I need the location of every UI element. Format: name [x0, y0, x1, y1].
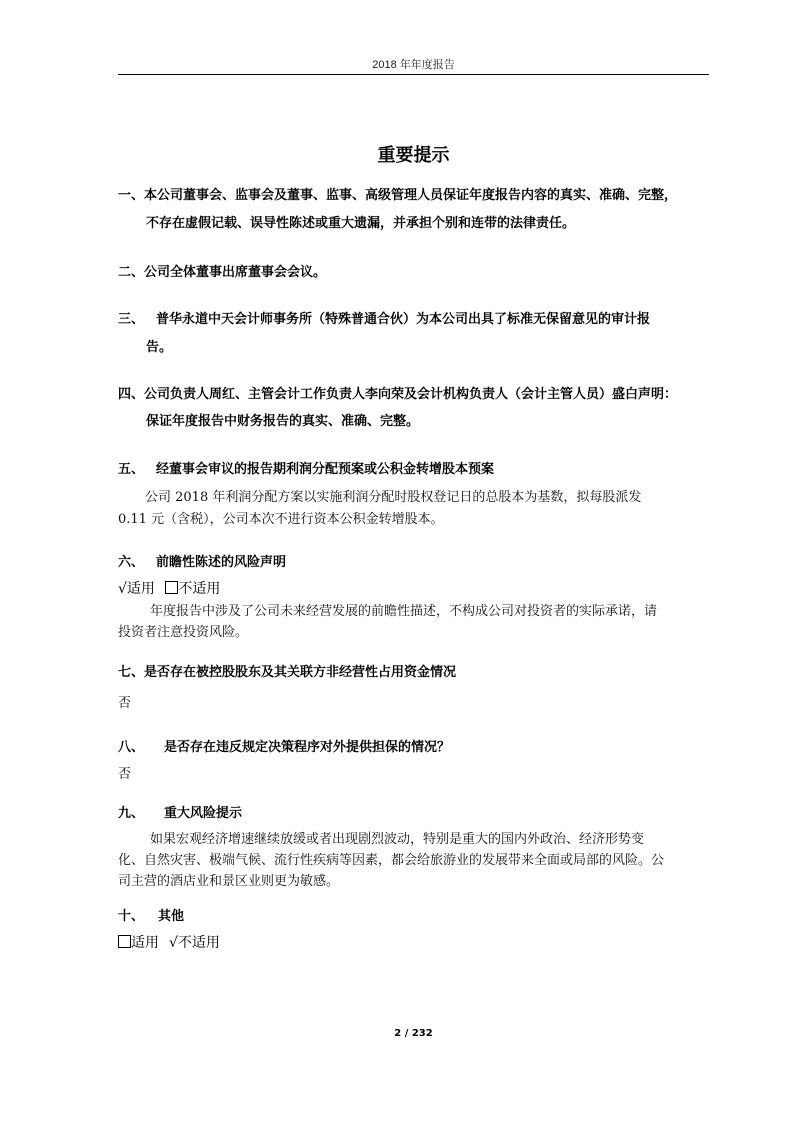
section-number: 十、 [118, 909, 145, 924]
section-5-body-line-2: 0.11 元（含税），公司本次不进行资本公积金转增股本。 [118, 512, 444, 527]
page-number: 2 / 232 [394, 1028, 433, 1039]
section-text: 其他 [158, 909, 185, 924]
section-number: 七、 [118, 665, 145, 680]
section-2-heading [118, 261, 326, 280]
section-5-heading [118, 458, 494, 477]
section-1-continuation: 不存在虚假记载、误导性陈述或重大遗漏，并承担个别和连带的法律责任。 [146, 216, 576, 231]
section-number: 四、 [118, 387, 145, 402]
header-divider [118, 74, 709, 75]
section-number: 九、 [118, 806, 145, 821]
section-text: 经董事会审议的报告期利润分配预案或公积金转增股本预案 [156, 462, 495, 477]
section-4-heading [118, 383, 677, 402]
section-3-heading [118, 308, 650, 327]
section-text: 公司全体董事出席董事会会议。 [144, 265, 327, 280]
section-4-continuation: 保证年度报告中财务报告的真实、准确、完整。 [146, 414, 420, 429]
checkbox-empty-icon [165, 581, 178, 594]
section-number: 一、 [118, 188, 145, 203]
section-text: 公司负责人周红、主管会计工作负责人李向荣及会计机构负责人（会计主管人员）盛白声明： [144, 387, 678, 402]
section-6-body-line-2: 投资者注意投资风险。 [118, 625, 249, 640]
applicable-option: √适用 [118, 581, 155, 597]
section-9-body-line-1: 如果宏观经济增速继续放缓或者出现剧烈波动，特别是重大的国内外政治、经济形势变 [150, 832, 645, 847]
not-applicable-option: 不适用 [178, 581, 221, 597]
section-text: 本公司董事会、监事会及董事、监事、高级管理人员保证年度报告内容的真实、准确、完整， [144, 188, 678, 203]
checkbox-empty-icon [118, 935, 131, 948]
section-text: 普华永道中天会计师事务所（特殊普通合伙）为本公司出具了标准无保留意见的审计报 [156, 312, 651, 327]
section-text: 重大风险提示 [164, 806, 243, 821]
section-text: 是否存在被控股股东及其关联方非经营性占用资金情况 [144, 665, 457, 680]
applicable-option: 适用 [131, 935, 159, 951]
section-8-answer: 否 [118, 767, 132, 782]
page-header: 2018 年年度报告 [372, 59, 455, 71]
not-applicable-option: √不适用 [169, 935, 220, 951]
section-number: 五、 [118, 462, 145, 477]
page-title: 重要提示 [377, 145, 450, 166]
section-9-heading [118, 802, 242, 821]
section-7-heading [118, 661, 456, 680]
section-number: 二、 [118, 265, 145, 280]
section-6-heading [118, 551, 286, 570]
section-1-heading [118, 184, 677, 203]
section-7-answer: 否 [118, 696, 132, 711]
section-6-body-line-1: 年度报告中涉及了公司未来经营发展的前瞻性描述，不构成公司对投资者的实际承诺，请 [150, 604, 658, 619]
section-6-options [118, 578, 220, 598]
section-3-continuation: 告。 [146, 340, 173, 355]
section-5-body-line-1: 公司 2018 年利润分配方案以实施利润分配时股权登记日的总股本为基数，拟每股派发 [145, 490, 642, 505]
section-10-heading [118, 905, 184, 924]
section-number: 八、 [118, 740, 145, 755]
section-text: 前瞻性陈述的风险声明 [156, 555, 287, 570]
section-9-body-line-2: 化、自然灾害、极端气候、流行性疾病等因素，都会给旅游业的发展带来全面或局部的风险。公 [118, 853, 665, 868]
section-number: 六、 [118, 555, 145, 570]
section-number: 三、 [118, 312, 145, 327]
section-10-options [118, 932, 220, 952]
section-8-heading [118, 736, 450, 755]
section-text: 是否存在违反规定决策程序对外提供担保的情况？ [164, 740, 451, 755]
section-9-body-line-3: 司主营的酒店业和景区业则更为敏感。 [118, 874, 340, 889]
